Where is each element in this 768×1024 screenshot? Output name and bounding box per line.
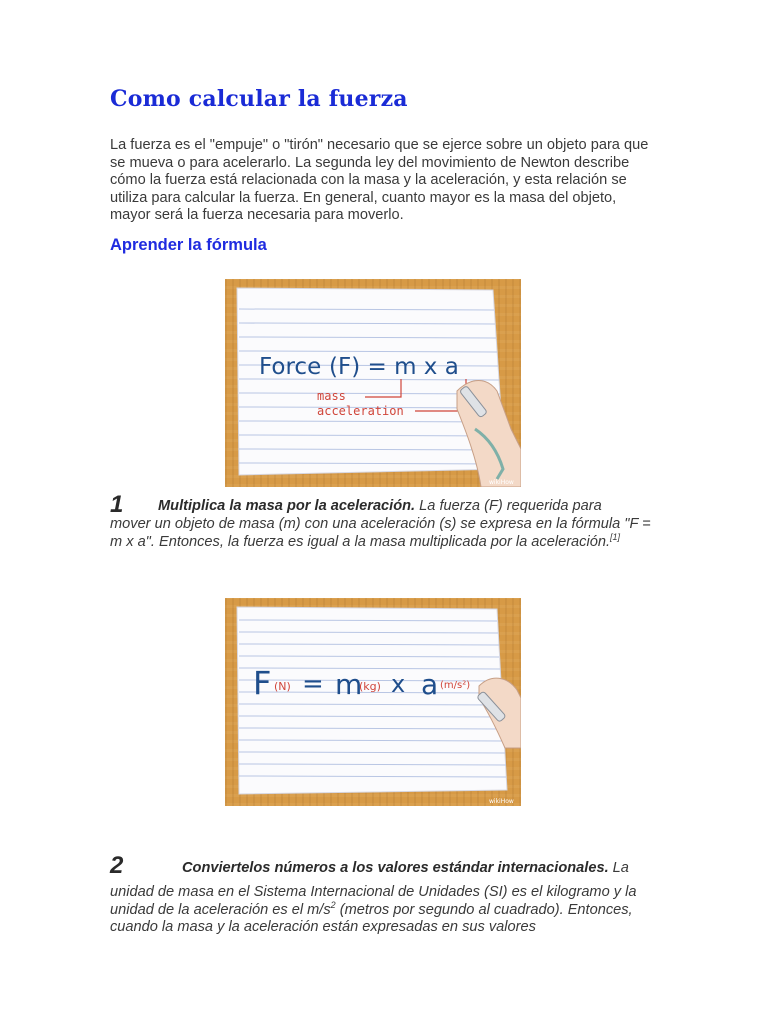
page-title: Como calcular la fuerza bbox=[110, 86, 408, 112]
formula-a: a bbox=[421, 668, 439, 701]
step-1-reference[interactable]: [1] bbox=[610, 531, 621, 542]
step-2-number: 2 bbox=[110, 852, 124, 879]
intro-paragraph: La fuerza es el "empuje" o "tirón" necesario que se ejerce sobre un objeto para que se mueva o para acelerarlo. La segunda ley del movimiento de Newton describe cómo la fuerza está relacionada con la masa y la aceleración, y esta relación se utiliza para calcular la fuerza. En general, cuanto mayor es la masa del objeto, mayor será la fuerza necesaria para moverlo. bbox=[110, 137, 649, 224]
formula-times: x bbox=[391, 670, 406, 698]
step-2-superscript: 2 bbox=[330, 899, 336, 910]
step-1-text-rest: mover un objeto de masa (m) con una aceleración (s) se expresa en la fórmula "F = m x a". Entonces, la fuerza es igual a la masa multiplicada por la aceleración. bbox=[110, 516, 651, 550]
label-mass: mass bbox=[317, 389, 346, 403]
step-2-text-first: La bbox=[608, 860, 629, 876]
watermark: wikiHow bbox=[489, 798, 514, 805]
step-2-intro bbox=[182, 860, 682, 878]
formula-card-drawing bbox=[225, 279, 521, 487]
formula-f: F bbox=[253, 664, 272, 702]
label-acceleration: acceleration bbox=[317, 404, 404, 418]
formula-equals: = bbox=[302, 669, 324, 699]
step-1-text-first: La fuerza (F) requerida para bbox=[415, 498, 602, 514]
unit-kilogram: (kg) bbox=[359, 680, 381, 693]
units-card-drawing bbox=[225, 598, 521, 806]
step-1-number: 1 bbox=[110, 491, 124, 518]
step-2-title: Conviertelos números a los valores estándar internacionales. bbox=[182, 860, 609, 876]
step-2-body bbox=[110, 884, 665, 937]
section-heading: Aprender la fórmula bbox=[110, 236, 267, 254]
unit-acceleration: (m/s²) bbox=[440, 680, 471, 691]
unit-newton: (N) bbox=[274, 680, 291, 693]
figure-formula-illustration bbox=[225, 279, 521, 487]
figure-units-illustration bbox=[225, 598, 521, 806]
hand-icon bbox=[457, 381, 521, 488]
index-card bbox=[237, 288, 505, 475]
watermark: wikiHow bbox=[489, 479, 514, 486]
step-2-text-rest-a: unidad de masa en el Sistema Internacional de Unidades (SI) es el kilogramo y la unidad de la aceleración es el m/s bbox=[110, 884, 637, 918]
step-1-body bbox=[110, 516, 660, 551]
step-2-text-rest-b: (metros por segundo al cuadrado). Entonces, cuando la masa y la aceleración están expresadas en sus valores bbox=[110, 901, 633, 936]
step-1-intro bbox=[158, 498, 678, 516]
step-1-title: Multiplica la masa por la aceleración. bbox=[158, 498, 416, 514]
formula-force-text: Force bbox=[259, 354, 322, 380]
formula-m: m bbox=[335, 668, 363, 701]
formula-rest-text: (F) = m x a bbox=[329, 354, 459, 380]
index-card bbox=[237, 607, 507, 794]
